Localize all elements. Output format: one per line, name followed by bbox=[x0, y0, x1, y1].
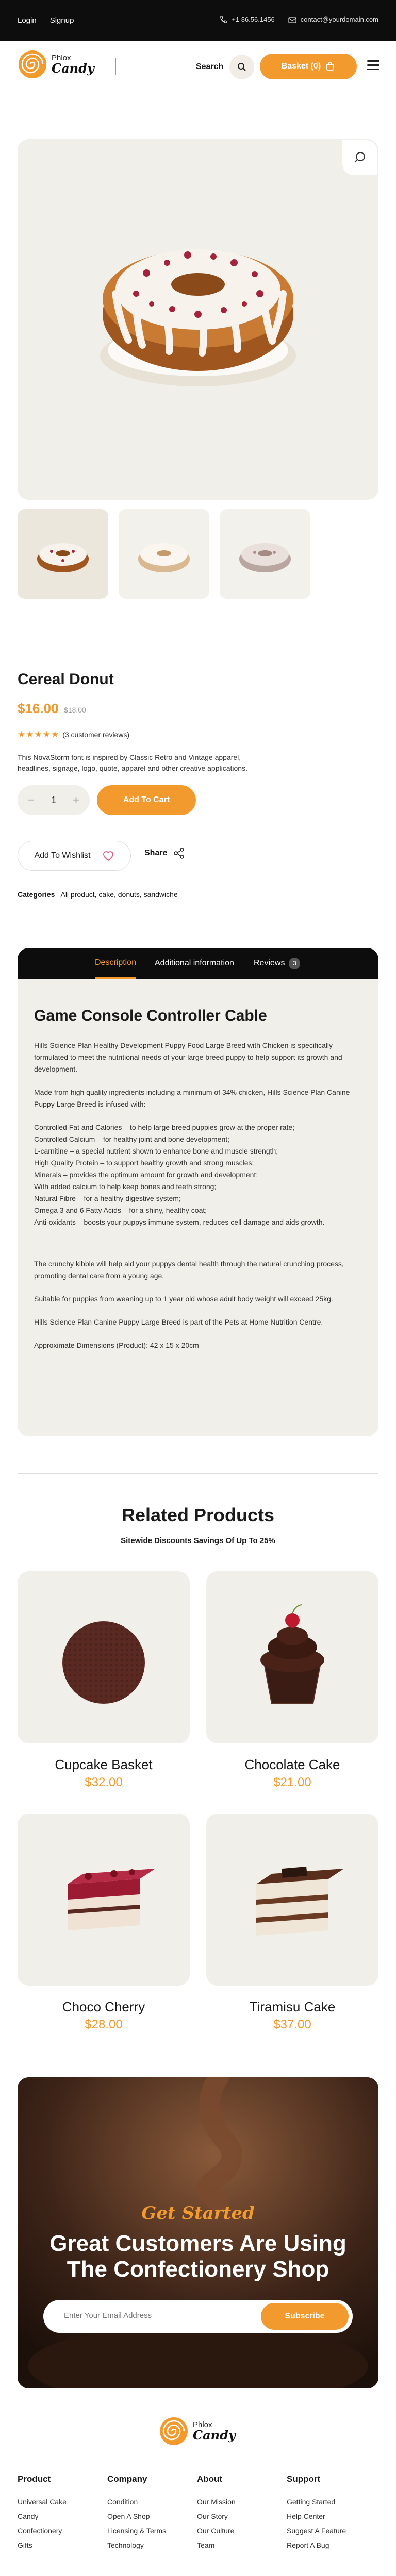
product-main-image[interactable] bbox=[18, 139, 378, 500]
search-button[interactable] bbox=[229, 55, 254, 79]
subscribe-button[interactable]: Subscribe bbox=[261, 2303, 349, 2330]
footer-link[interactable]: Technology bbox=[107, 2541, 144, 2549]
footer-link[interactable]: Licensing & Terms bbox=[107, 2527, 167, 2535]
footer-column-support bbox=[287, 2474, 369, 2555]
footer-link[interactable]: Open A Shop bbox=[107, 2512, 150, 2520]
auth-links bbox=[18, 16, 74, 25]
qty-increase-button[interactable]: + bbox=[73, 793, 79, 806]
footer-column-about bbox=[197, 2474, 279, 2555]
product-card-name[interactable]: Cupcake Basket bbox=[55, 1757, 153, 1772]
lollipop-logo-icon bbox=[18, 49, 47, 79]
wishlist-label: Add To Wishlist bbox=[34, 851, 91, 860]
phone-item[interactable] bbox=[219, 15, 275, 24]
hamburger-menu-icon[interactable] bbox=[367, 60, 380, 73]
add-to-wishlist-button[interactable] bbox=[18, 841, 131, 871]
tab-paragraph: The crunchy kibble will help aid your puppys dental health through the natural crunching process, promoting dental care from a young age. bbox=[34, 1260, 344, 1280]
qty-value[interactable]: 1 bbox=[51, 794, 56, 805]
list-item: Controlled Calcium – for healthy joint and bone development; bbox=[34, 1135, 230, 1143]
product-price: $16.00 bbox=[18, 701, 59, 716]
top-bar bbox=[0, 0, 396, 41]
search-label: Search bbox=[196, 62, 224, 71]
product-card-price: $21.00 bbox=[273, 1775, 311, 1789]
product-card-image[interactable] bbox=[206, 1571, 378, 1743]
footer-logo[interactable] bbox=[159, 2416, 236, 2446]
product-card-price: $32.00 bbox=[85, 1775, 123, 1789]
phone-text: +1 86.56.1456 bbox=[232, 15, 275, 23]
logo-bottom-text: Candy bbox=[193, 2428, 236, 2443]
phone-icon bbox=[219, 16, 227, 24]
product-card-price: $28.00 bbox=[85, 2018, 123, 2031]
zoom-button[interactable] bbox=[342, 140, 377, 175]
footer-link[interactable]: Condition bbox=[107, 2498, 138, 2506]
tab-reviews[interactable] bbox=[254, 948, 300, 979]
site-logo[interactable] bbox=[18, 49, 94, 79]
tab-paragraph: Suitable for puppies from weaning up to 1 year old whose adult body weight will exceed 25kg. bbox=[34, 1295, 333, 1303]
product-rating bbox=[18, 730, 129, 740]
footer-link[interactable]: Suggest A Feature bbox=[287, 2527, 346, 2535]
signup-link[interactable]: Signup bbox=[50, 16, 74, 25]
footer-column-company bbox=[107, 2474, 190, 2555]
footer-column-title: Company bbox=[107, 2474, 147, 2484]
product-card-name[interactable]: Chocolate Cake bbox=[244, 1757, 340, 1772]
list-item: Controlled Fat and Calories – to help large breed puppies grow at the proper rate; bbox=[34, 1123, 295, 1131]
product-title: Cereal Donut bbox=[18, 671, 114, 688]
list-item: Omega 3 and 6 Fatty Acids – for a shiny, healthy coat; bbox=[34, 1206, 207, 1214]
newsletter-email-input[interactable] bbox=[64, 2311, 229, 2320]
product-card-image[interactable] bbox=[18, 1814, 190, 1986]
tab-reviews-label: Reviews bbox=[254, 959, 285, 968]
related-products-subtitle: Sitewide Discounts Savings Of Up To 25% bbox=[121, 1536, 275, 1545]
zoom-icon bbox=[353, 151, 367, 164]
list-item: High Quality Protein – to support healthy growth and strong muscles; bbox=[34, 1159, 254, 1167]
qty-decrease-button[interactable]: − bbox=[28, 793, 35, 806]
tab-description[interactable]: Description bbox=[95, 948, 136, 979]
tab-paragraph: Hills Science Plan Canine Puppy Large Breed is part of the Pets at Home Nutrition Centre. bbox=[34, 1318, 323, 1326]
review-count-link[interactable]: (3 customer reviews) bbox=[62, 731, 130, 739]
footer-column-title: About bbox=[197, 2474, 223, 2484]
tab-content-body bbox=[34, 1040, 364, 1363]
related-products-title: Related Products bbox=[121, 1504, 275, 1526]
lollipop-logo-icon bbox=[159, 2416, 189, 2446]
email-text: contact@yourdomain.com bbox=[300, 15, 378, 23]
product-categories bbox=[18, 890, 178, 899]
tab-paragraph: Hills Science Plan Healthy Development Puppy Food Large Breed with Chicken is specifically formulated to meet the nutritional needs of your large breed puppy to help support its growth and development. bbox=[34, 1041, 342, 1073]
footer-link[interactable]: Report A Bug bbox=[287, 2541, 329, 2549]
basket-label: Basket (0) bbox=[281, 62, 321, 71]
thumbnail-1[interactable] bbox=[18, 509, 108, 599]
footer-link[interactable]: Our Mission bbox=[197, 2498, 236, 2506]
rating-stars-icon: ★★★★★ bbox=[18, 730, 60, 739]
product-old-price: $18.00 bbox=[64, 706, 86, 714]
logo-bottom-text: Candy bbox=[52, 61, 94, 76]
thumbnail-3[interactable] bbox=[220, 509, 310, 599]
product-card-name[interactable]: Choco Cherry bbox=[62, 1999, 145, 2014]
product-card-image[interactable] bbox=[18, 1571, 190, 1743]
reviews-count-badge: 3 bbox=[289, 958, 300, 969]
section-divider bbox=[18, 1473, 378, 1474]
contact-info bbox=[219, 15, 378, 24]
logo-top-text: Phlox bbox=[52, 54, 71, 62]
share-icon bbox=[173, 848, 185, 859]
share-label: Share bbox=[144, 849, 168, 857]
heart-icon bbox=[102, 850, 114, 861]
categories-label: Categories bbox=[18, 890, 55, 899]
product-short-description: This NovaStorm font is inspired by Classic Retro and Vintage apparel, headlines, signage, logo, quote, apparel and other creative applications. bbox=[18, 753, 248, 772]
tab-paragraph: Made from high quality ingredients including a minimum of 34% chicken, Hills Science Plan Canine Puppy Large Breed is infused with: bbox=[34, 1088, 350, 1108]
search-control[interactable] bbox=[196, 55, 254, 79]
add-to-cart-button[interactable]: Add To Cart bbox=[97, 785, 196, 815]
tab-feature-list bbox=[34, 1122, 364, 1228]
list-item: With added calcium to help keep bones and teeth strong; bbox=[34, 1182, 217, 1191]
footer-link[interactable]: Universal Cake bbox=[18, 2498, 67, 2506]
footer-link[interactable]: Gifts bbox=[18, 2541, 32, 2549]
tab-paragraph: Approximate Dimensions (Product): 42 x 15 x 20cm bbox=[34, 1341, 199, 1349]
newsletter-title: Great Customers Are Using The Confectionery Shop bbox=[50, 2231, 346, 2282]
product-card-name[interactable]: Tiramisu Cake bbox=[249, 1999, 336, 2014]
mail-icon bbox=[288, 16, 296, 24]
footer-link[interactable]: Our Culture bbox=[197, 2527, 235, 2535]
tab-content-title: Game Console Controller Cable bbox=[34, 1007, 267, 1024]
categories-list[interactable]: All product, cake, donuts, sandwiche bbox=[60, 890, 178, 899]
product-card-image[interactable] bbox=[206, 1814, 378, 1986]
tab-additional-information[interactable]: Additional information bbox=[155, 959, 234, 968]
list-item: L-carnitine – a special nutrient shown to enhance bone and muscle strength; bbox=[34, 1147, 278, 1155]
email-item[interactable] bbox=[288, 15, 378, 24]
footer-link[interactable]: Candy bbox=[18, 2512, 39, 2520]
basket-button[interactable] bbox=[260, 54, 357, 79]
share-button[interactable] bbox=[144, 848, 185, 859]
search-icon bbox=[237, 62, 246, 72]
quantity-stepper[interactable] bbox=[18, 785, 90, 815]
footer-column-title: Product bbox=[18, 2474, 51, 2484]
footer-column-title: Support bbox=[287, 2474, 321, 2484]
footer-link[interactable]: Getting Started bbox=[287, 2498, 336, 2506]
footer-column-product bbox=[18, 2474, 100, 2555]
logo-top-text: Phlox bbox=[193, 2420, 212, 2429]
list-item: Anti-oxidants – boosts your puppys immune system, reduces cell damage and aids growth. bbox=[34, 1218, 325, 1226]
newsletter-subtitle: Get Started bbox=[141, 2203, 255, 2224]
footer-link[interactable]: Help Center bbox=[287, 2512, 325, 2520]
product-card-price: $37.00 bbox=[273, 2018, 311, 2031]
footer-link[interactable]: Confectionery bbox=[18, 2527, 62, 2535]
thumbnail-2[interactable] bbox=[119, 509, 209, 599]
list-item: Minerals – provides the optimum amount for growth and development; bbox=[34, 1171, 258, 1179]
footer-link[interactable]: Our Story bbox=[197, 2512, 228, 2520]
login-link[interactable]: Login bbox=[18, 16, 37, 25]
footer-link[interactable]: Team bbox=[197, 2541, 215, 2549]
basket-icon bbox=[325, 61, 335, 72]
list-item: Natural Fibre – for a healthy digestive system; bbox=[34, 1194, 181, 1202]
